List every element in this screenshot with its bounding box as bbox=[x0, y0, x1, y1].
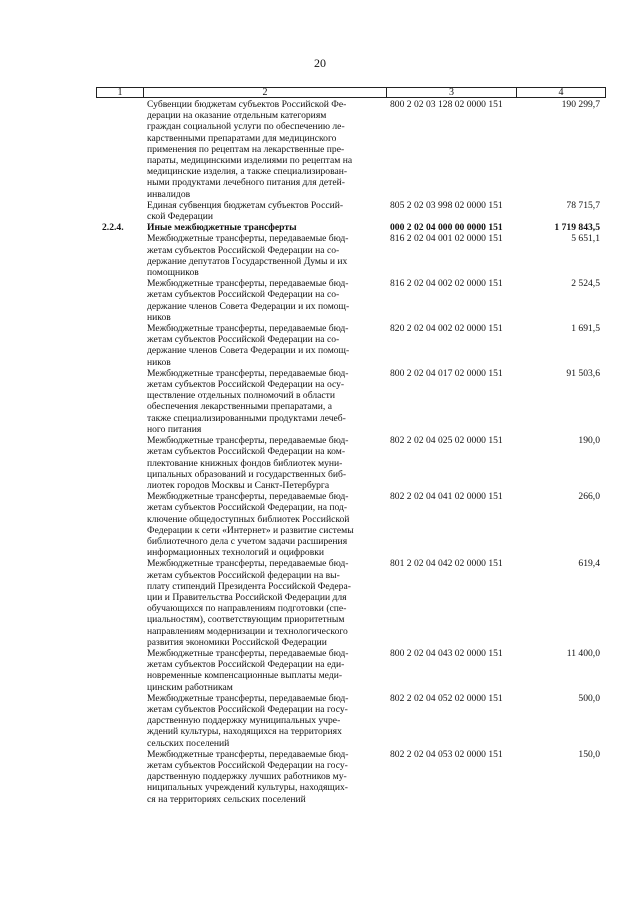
column-header-3: 3 bbox=[387, 88, 517, 97]
budget-code: 800 2 02 03 128 02 0000 151 bbox=[390, 99, 503, 110]
description-line: информационных технологий и оцифровки bbox=[147, 547, 325, 559]
budget-code: 801 2 02 04 042 02 0000 151 bbox=[390, 558, 503, 570]
amount: 1 691,5 bbox=[571, 323, 600, 335]
amount: 150,0 bbox=[578, 748, 600, 760]
row-number: 2.2.4. bbox=[102, 222, 124, 234]
description-line: жетам субъектов Российской федерации на вы- bbox=[147, 569, 340, 581]
row-description bbox=[143, 368, 386, 435]
description-line: ципальных образований и государственных биб- bbox=[147, 468, 347, 480]
table-row bbox=[96, 648, 606, 693]
description-line: жетам субъектов Российской Федерации на госу- bbox=[147, 703, 348, 715]
description-line: инвалидов bbox=[147, 188, 191, 200]
budget-code: 000 2 02 04 000 00 0000 151 bbox=[390, 222, 503, 234]
description-line: дерации на оказание отдельным категориям bbox=[147, 110, 327, 122]
amount: 190,0 bbox=[578, 435, 600, 447]
description-line: также специализированными продуктами лечеб- bbox=[147, 412, 346, 424]
description-line: Субвенции бюджетам субъектов Российской Фе- bbox=[147, 99, 347, 110]
budget-code: 802 2 02 04 052 02 0000 151 bbox=[390, 692, 503, 704]
description-line: сельских поселений bbox=[147, 737, 230, 749]
description-line: ников bbox=[147, 356, 171, 368]
amount: 11 400,0 bbox=[566, 647, 600, 659]
description-line: Единая субвенция бюджетам субъектов Россий- bbox=[147, 199, 344, 211]
table-row bbox=[96, 323, 606, 368]
row-description bbox=[143, 222, 386, 233]
description-line: плату стипендий Президента Российской Федера- bbox=[147, 580, 351, 592]
amount: 2 524,5 bbox=[571, 278, 600, 290]
description-line: Межбюджетные трансферты, передаваемые бюд- bbox=[147, 491, 349, 503]
amount: 91 503,6 bbox=[566, 367, 600, 379]
description-line: направлениям модернизации и технологического bbox=[147, 625, 348, 637]
row-description bbox=[143, 99, 386, 200]
table-row bbox=[96, 435, 606, 491]
description-line: Межбюджетные трансферты, передаваемые бюд- bbox=[147, 647, 349, 659]
description-line: Межбюджетные трансферты, передаваемые бюд- bbox=[147, 278, 349, 290]
table-row bbox=[96, 99, 606, 200]
description-line: держание членов Совета Федерации и их помощ- bbox=[147, 300, 350, 312]
amount: 5 651,1 bbox=[571, 233, 600, 245]
description-line: ными продуктами лечебного питания для детей- bbox=[147, 177, 345, 189]
description-line: жетам субъектов Российской Федерации на еди- bbox=[147, 659, 345, 671]
budget-code: 800 2 02 04 017 02 0000 151 bbox=[390, 367, 503, 379]
description-line: ключение общедоступных библиотек Российской bbox=[147, 513, 350, 525]
description-line: жетам субъектов Российской Федерации на со- bbox=[147, 334, 340, 346]
budget-code: 805 2 02 03 998 02 0000 151 bbox=[390, 199, 503, 211]
description-line: жетам субъектов Российской Федерации, на под- bbox=[147, 502, 348, 514]
description-line: жетам субъектов Российской Федерации на со- bbox=[147, 289, 340, 301]
description-line: Межбюджетные трансферты, передаваемые бюд- bbox=[147, 558, 349, 570]
description-line: Межбюджетные трансферты, передаваемые бюд- bbox=[147, 367, 349, 379]
description-line: Межбюджетные трансферты, передаваемые бюд- bbox=[147, 692, 349, 704]
description-line: граждан социальной услуги по обеспечению ле- bbox=[147, 121, 345, 133]
budget-code: 802 2 02 04 025 02 0000 151 bbox=[390, 435, 503, 447]
description-line: применения по рецептам на лекарственные пре- bbox=[147, 143, 345, 155]
amount: 1 719 843,5 bbox=[554, 222, 600, 234]
description-line: жетам субъектов Российской Федерации на ком- bbox=[147, 446, 346, 458]
row-description bbox=[143, 491, 386, 558]
description-line: держание депутатов Государственной Думы и их bbox=[147, 255, 348, 267]
description-line: лиотек городов Москвы и Санкт-Петербурга bbox=[147, 479, 330, 491]
row-description bbox=[143, 648, 386, 693]
table-row bbox=[96, 233, 606, 278]
amount: 266,0 bbox=[578, 491, 600, 503]
page-number: 20 bbox=[314, 56, 326, 70]
description-line: ции и Правительства Российской Федерации для bbox=[147, 591, 347, 603]
description-line: Межбюджетные трансферты, передаваемые бюд- bbox=[147, 323, 349, 335]
budget-code: 820 2 02 04 002 02 0000 151 bbox=[390, 323, 503, 335]
row-description bbox=[143, 749, 386, 805]
description-line: Иные межбюджетные трансферты bbox=[147, 222, 297, 234]
table-row bbox=[96, 200, 606, 222]
table-row bbox=[96, 491, 606, 558]
description-line: плектование книжных фондов библиотек муни- bbox=[147, 457, 343, 469]
budget-code: 800 2 02 04 043 02 0000 151 bbox=[390, 647, 503, 659]
amount: 619,4 bbox=[578, 558, 600, 570]
description-line: ся на территориях сельских поселений bbox=[147, 793, 306, 805]
row-description bbox=[143, 323, 386, 368]
table-row bbox=[96, 222, 606, 233]
table-body bbox=[96, 99, 606, 805]
table-row bbox=[96, 368, 606, 435]
budget-code: 816 2 02 04 002 02 0000 151 bbox=[390, 278, 503, 290]
table-header bbox=[96, 87, 606, 98]
description-line: ществление отдельных полномочий в области bbox=[147, 390, 335, 402]
description-line: ской Федерации bbox=[147, 211, 214, 223]
description-line: карственными препаратами для медицинского bbox=[147, 132, 337, 144]
table-row bbox=[96, 558, 606, 648]
description-line: дарственную поддержку муниципальных учре- bbox=[147, 715, 341, 727]
description-line: обеспечения лекарственными препаратами, а bbox=[147, 401, 332, 413]
description-line: дарственную поддержку лучших работников му- bbox=[147, 771, 347, 783]
description-line: ного питания bbox=[147, 423, 202, 435]
amount: 190 299,7 bbox=[561, 99, 600, 110]
budget-code: 816 2 02 04 001 02 0000 151 bbox=[390, 233, 503, 245]
description-line: ждений культуры, находящихся на территориях bbox=[147, 726, 342, 738]
budget-code: 802 2 02 04 041 02 0000 151 bbox=[390, 491, 503, 503]
table-row bbox=[96, 693, 606, 749]
row-description bbox=[143, 278, 386, 323]
table-row bbox=[96, 278, 606, 323]
description-line: ниципальных учреждений культуры, находящих- bbox=[147, 782, 348, 794]
row-description bbox=[143, 558, 386, 648]
column-header-4: 4 bbox=[558, 87, 564, 98]
description-line: развития экономики Российской Федерации bbox=[147, 636, 327, 648]
budget-code: 802 2 02 04 053 02 0000 151 bbox=[390, 748, 503, 760]
description-line: библиотечного дела с учетом задачи расширения bbox=[147, 535, 348, 547]
column-header-2: 2 bbox=[144, 88, 387, 97]
description-line: медицинские изделия, а также специализирован- bbox=[147, 166, 348, 178]
row-description bbox=[143, 233, 386, 278]
row-description bbox=[143, 200, 386, 222]
description-line: жетам субъектов Российской Федерации на со- bbox=[147, 244, 340, 256]
amount: 500,0 bbox=[578, 692, 600, 704]
description-line: обучающихся по направлениям подготовки (спе- bbox=[147, 603, 347, 615]
description-line: Межбюджетные трансферты, передаваемые бюд- bbox=[147, 233, 349, 245]
amount: 78 715,7 bbox=[566, 199, 600, 211]
description-line: ников bbox=[147, 311, 171, 323]
row-description bbox=[143, 693, 386, 749]
description-line: Федерации к сети «Интернет» и развитие системы bbox=[147, 524, 354, 536]
description-line: Межбюджетные трансферты, передаваемые бюд- bbox=[147, 748, 349, 760]
description-line: жетам субъектов Российской Федерации на госу- bbox=[147, 759, 348, 771]
column-header-1: 1 bbox=[97, 88, 144, 97]
table-row bbox=[96, 749, 606, 805]
description-line: держание членов Совета Федерации и их помощ- bbox=[147, 345, 350, 357]
description-line: жетам субъектов Российской Федерации на осу- bbox=[147, 379, 345, 391]
description-line: помощников bbox=[147, 267, 199, 279]
description-line: новременные компенсационные выплаты меди- bbox=[147, 670, 343, 682]
description-line: параты, медицинскими изделиями по рецептам на bbox=[147, 155, 353, 167]
row-description bbox=[143, 435, 386, 491]
description-line: Межбюджетные трансферты, передаваемые бюд- bbox=[147, 435, 349, 447]
description-line: циальностям), соответствующим приоритетным bbox=[147, 614, 345, 626]
description-line: цинским работникам bbox=[147, 681, 233, 693]
